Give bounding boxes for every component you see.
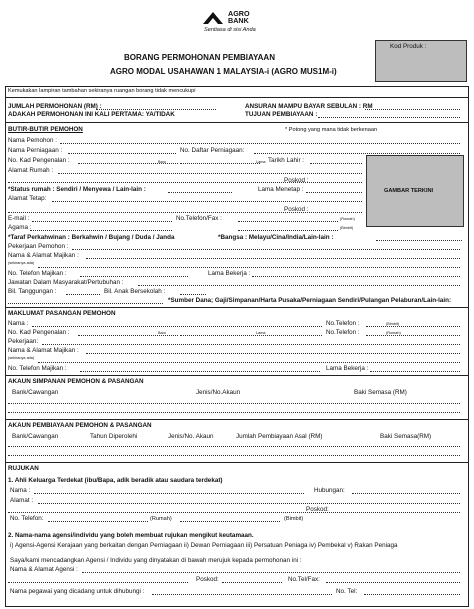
referral-header: RUJUKAN (8, 465, 39, 472)
ic-new-tag: Baru (158, 160, 167, 164)
race-text: *Bangsa : Melayu/Cina/India/Lain-lain : (218, 234, 334, 241)
race-label (218, 234, 333, 241)
spouse-years-work-label: Lama Bekerja : (326, 365, 369, 372)
agency-phone-fax-label: No.Tel/Fax: (288, 576, 320, 583)
agrobank-logo-icon (201, 11, 225, 25)
income-source-label (168, 297, 451, 304)
employer-address-field[interactable] (86, 258, 460, 259)
fixed-address-field[interactable] (52, 201, 362, 202)
loans-col-bank: Bank/Cawangan (12, 433, 59, 440)
spouse-years-work-field[interactable] (370, 371, 460, 372)
employer-phone-label: No. Telefon Majikan : (8, 270, 67, 277)
spouse-name-field[interactable] (32, 326, 322, 327)
ref-address-field-2[interactable] (8, 512, 460, 513)
years-work-field[interactable] (252, 276, 460, 277)
dependents-field[interactable] (66, 294, 100, 295)
spouse-occupation-label: Pekerjaan: (8, 338, 39, 345)
spouse-employer-if-any: (sekiranya ada) (8, 356, 35, 360)
phone-fax-label: No.Telefon/Fax : (176, 215, 222, 222)
spouse-employer-phone-label: No. Telefon Majikan : (8, 365, 67, 372)
product-code-label: Kod Produk : (390, 43, 427, 50)
installment-label: ANSURAN MAMPU BAYAR SEBULAN : RM (245, 103, 373, 110)
spouse-employer-field[interactable] (86, 353, 460, 354)
savings-row-2[interactable] (8, 412, 460, 413)
savings-row-1[interactable] (8, 403, 460, 404)
spouse-home-tag: (Rumah) (386, 331, 401, 335)
spouse-occupation-field[interactable] (42, 344, 460, 345)
logo-name-line1: AGRO (228, 9, 250, 18)
spouse-phone2-label: No.Telefon : (326, 329, 360, 336)
agency-name-field[interactable] (82, 572, 460, 573)
years-work-label: Lama Bekerja : (208, 270, 251, 277)
ref-phone-mobile-tag: (Bimbit) (284, 516, 304, 522)
agency-address-field[interactable] (8, 582, 188, 583)
dependents-label: Bil. Tanggungan : (8, 288, 57, 295)
occupation-field[interactable] (72, 249, 460, 250)
ref-postcode-label: Poskod: (306, 506, 329, 513)
ref-address-label: Alamat : (10, 497, 34, 504)
ref-name-label: Nama : (10, 487, 31, 494)
residence-text: *Status rumah : Sendiri / Menyewa / Lain-lain : (8, 186, 146, 193)
spouse-ic-old-tag: Lama (256, 331, 266, 335)
phone-home-tag: (Rumah) (340, 217, 355, 221)
officer-field[interactable] (152, 594, 332, 595)
agency-postcode-label: Poskod: (196, 576, 219, 583)
officer-label: Nama pegawai yang dicadang untuk dihubungi : (10, 588, 145, 595)
loans-header: AKAUN PEMBIAYAAN PEMOHON & PASANGAN (8, 422, 152, 429)
dob-field[interactable] (310, 163, 362, 164)
loans-col-amount: Jumlah Pembiayaan Asal (RM) (236, 433, 323, 440)
email-label: E-mail : (8, 215, 30, 222)
ref-relation-label: Hubungan: (314, 487, 345, 494)
occupation-label: Pekerjaan Pemohon : (8, 243, 69, 250)
company-label: Nama Perniagaan : (8, 147, 63, 154)
marital-label (8, 234, 174, 241)
applicant-name-label: Nama Pemohon : (8, 137, 58, 144)
spouse-employer-label: Nama & Alamat Majikan : (8, 347, 79, 354)
employer-address-field-2[interactable] (38, 267, 460, 268)
email-field[interactable] (32, 221, 172, 222)
reg-no-label: No. Daftar Perniagaan: (180, 147, 245, 154)
ref-name-field[interactable] (34, 493, 304, 494)
reg-no-field[interactable] (254, 153, 460, 154)
form-title: BORANG PERMOHONAN PEMBIAYAAN (124, 53, 275, 62)
purpose-field[interactable] (318, 117, 460, 118)
referral-agencies: i) Agensi-Agensi Kerajaan yang berkaitan dengan Perniagaan ii) Dewan Perniagaan iii) Persatuan Peniaga iv) Pembekal v) Rakan Peniaga (10, 542, 398, 549)
ref-address-field[interactable] (38, 503, 460, 504)
fixed-address-label: Alamat Tetap: (8, 195, 47, 202)
spouse-employer-field-2[interactable] (38, 362, 460, 363)
ref-relation-field[interactable] (352, 493, 460, 494)
ref-phone-home-tag: (Rumah) (150, 516, 172, 522)
spouse-home-field[interactable] (366, 335, 460, 336)
purpose-label: TUJUAN PEMBIAYAAN : (245, 111, 318, 118)
referral-item1: 1. Ahli Keluarga Terdekat (ibu/Bapa, adik beradik atau saudara terdekat) (8, 477, 223, 484)
installment-field[interactable] (365, 109, 460, 110)
phone-mobile-field[interactable] (238, 230, 338, 231)
savings-col-account: Jenis/No.Akaun (196, 389, 241, 396)
photo-box[interactable] (366, 155, 464, 227)
spouse-mobile-field[interactable] (366, 326, 460, 327)
employer-if-any: (sekiranya ada) (8, 261, 35, 265)
agency-phone-fax-field[interactable] (326, 582, 460, 583)
income-source-text: *Sumber Dana; Gaji/Simpanan/Harta Pusaka/Perniagaan Sendiri/Pulangan Pelaburan/Lain-lain: (168, 297, 452, 304)
referral-declaration: Saya/kami mencadangkan Agensi / Individu yang dinyatakan di bawah merujuk kepada permohonan ini : (10, 557, 302, 564)
logo-name-line2: BANK (228, 16, 249, 25)
spouse-header: MAKLUMAT PASANGAN PEMOHON (8, 310, 116, 317)
residence-other-field[interactable] (168, 192, 232, 193)
officer-tel-label: No. Tel: (336, 588, 358, 595)
spouse-ic-label: No. Kad Pengenalan : (8, 329, 70, 336)
spouse-name-label: Nama : (8, 320, 29, 327)
ref-phone-label: No. Telefon: (10, 515, 44, 522)
years-stay-field[interactable] (306, 192, 362, 193)
ref-phone-mobile-field[interactable] (180, 521, 280, 522)
home-address-field[interactable] (58, 173, 362, 174)
agency-name-label: Nama & Alamat Agensi : (10, 566, 78, 573)
race-other-field[interactable] (376, 240, 462, 241)
community-post-label: Jawatan Dalam Masyarakat/Pertubuhan : (8, 279, 124, 286)
years-stay-label: Lama Menetap : (258, 186, 304, 193)
officer-tel-field[interactable] (364, 594, 460, 595)
income-source-field[interactable] (8, 303, 163, 304)
referral-item2: 2. Nama-nama agensi/individu yang boleh membuat rujukan mengikut keutamaan. (8, 532, 254, 539)
loans-col-account: Jenis/No. Akaun (168, 433, 214, 440)
company-field[interactable] (68, 153, 176, 154)
children-school-label: Bil. Anak Bersekolah : (104, 288, 166, 295)
employer-address-label: Nama & Alamat Majikan : (8, 252, 79, 259)
ref-phone-home-field[interactable] (48, 521, 148, 522)
savings-col-balance: Baki Semasa (RM) (354, 389, 407, 396)
applicant-header: BUTIR-BUTIR PEMOHON (8, 126, 83, 133)
religion-field[interactable] (30, 230, 172, 231)
form-subtitle: AGRO MODAL USAHAWAN 1 MALAYSIA-i (AGRO MUS1M-i) (110, 67, 337, 76)
photo-label: GAMBAR TERKINI (384, 188, 434, 194)
ic-old-tag: Lama (256, 160, 266, 164)
agency-postcode-field[interactable] (222, 582, 282, 583)
spouse-mobile-tag: (Bimbit) (386, 322, 400, 326)
applicant-ic-label: No. Kad Pengenalan : (8, 157, 70, 164)
first-time-label: ADAKAH PERMOHONAN INI KALI PERTAMA: YA/TIDAK (8, 111, 175, 118)
loans-row-2[interactable] (8, 455, 460, 456)
strike-note: * Potong yang mana tidak berkenaan (285, 127, 378, 133)
savings-header: AKAUN SIMPANAN PEMOHON & PASANGAN (8, 378, 144, 385)
applicant-ic-old-field[interactable] (180, 163, 260, 164)
product-code-box[interactable] (375, 40, 467, 82)
amount-label: JUMLAH PERMOHONAN (RM) : (8, 103, 102, 110)
loans-row-1[interactable] (8, 446, 460, 447)
community-post-field[interactable] (138, 285, 460, 286)
applicant-name-field[interactable] (60, 143, 460, 144)
home-address-label: Alamat Rumah : (8, 167, 54, 174)
postcode-label: Poskod : (284, 177, 309, 184)
postcode2-label: Poskod : (284, 206, 309, 213)
religion-label: Agama : (8, 224, 32, 231)
attachment-note: Kemukakan lampiran tambahan sekiranya ruangan borang tidak mencukupi (8, 88, 196, 94)
marital-text: *Taraf Perkahwinan : Berkahwin / Bujang / Duda / Janda (8, 234, 175, 241)
spouse-ic-new-tag: Baru (158, 331, 167, 335)
phone-home-field[interactable] (238, 221, 338, 222)
loans-col-year: Tahun Diperolehi (90, 433, 138, 440)
spouse-ic-old-field[interactable] (180, 335, 322, 336)
savings-col-bank: Bank/Cawangan (12, 389, 59, 396)
employer-phone-field[interactable] (80, 276, 188, 277)
amount-field[interactable] (96, 109, 216, 110)
logo-tagline: Sentiasa di sisi Anda (204, 27, 256, 33)
spouse-employer-phone-field[interactable] (80, 371, 320, 372)
children-school-field[interactable] (180, 294, 206, 295)
phone-mobile-tag: (Bimbit) (340, 226, 354, 230)
dob-label: Tarikh Lahir : (268, 157, 305, 164)
spouse-phone-label: No.Telefon : (326, 320, 360, 327)
spouse-ic-new-field[interactable] (78, 335, 178, 336)
loans-col-balance: Baki Semasa(RM) (380, 433, 432, 440)
residence-label (8, 186, 146, 193)
